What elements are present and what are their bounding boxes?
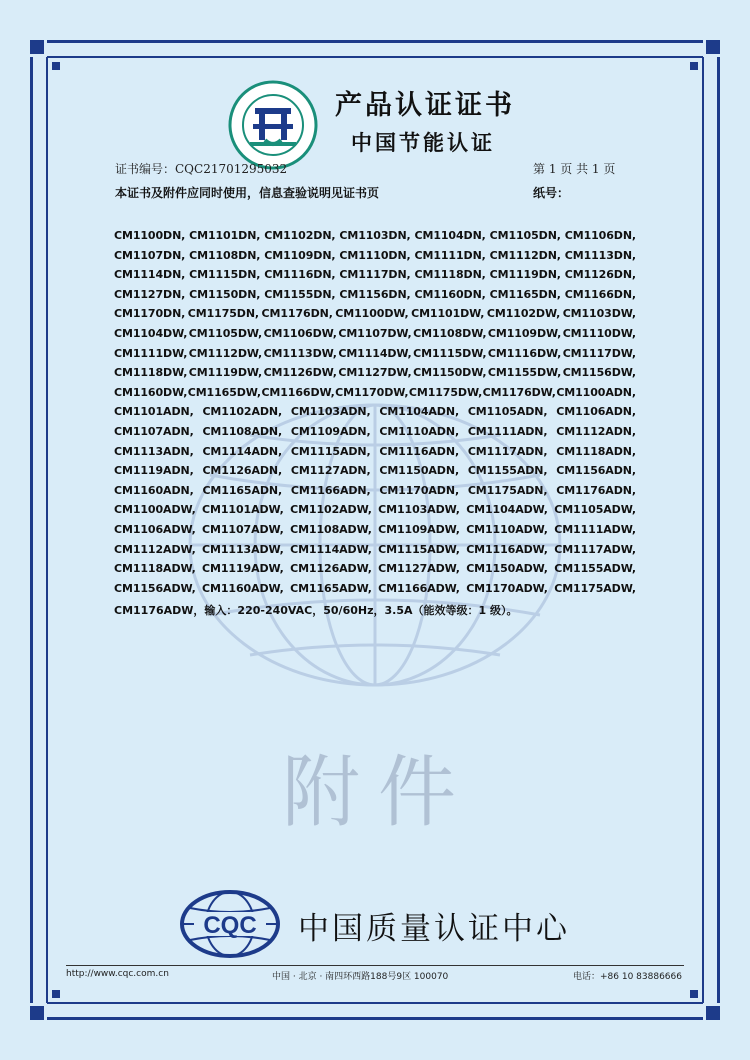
model-code: CM1116ADW, <box>466 542 548 556</box>
model-row <box>114 543 636 563</box>
model-code: CM1110ADN, <box>379 424 460 438</box>
certificate-subtitle: 中国节能认证 <box>351 131 495 155</box>
model-list <box>114 229 636 601</box>
model-code: CM1116DN, <box>264 268 336 282</box>
model-code: CM1108ADN, <box>202 424 283 438</box>
model-code: CM1117DN, <box>339 268 411 282</box>
model-code: CM1127DW, <box>338 366 412 380</box>
certificate-number: 证书编号：CQC21701295032 <box>115 162 288 176</box>
model-code: CM1166DN, <box>564 287 636 301</box>
model-code: CM1170ADN, <box>379 483 460 497</box>
model-code: CM1103ADW, <box>378 503 460 517</box>
model-code: CM1118ADN, <box>556 444 636 458</box>
model-code: CM1102ADN, <box>202 405 283 419</box>
model-row <box>114 268 636 288</box>
model-code: CM1160DN, <box>414 287 486 301</box>
model-code: CM1156ADN, <box>556 464 636 478</box>
model-code: CM1104DN, <box>414 229 486 242</box>
model-code: CM1156DW, <box>562 366 636 380</box>
model-code: CM1155DN, <box>264 287 336 301</box>
model-code: CM1117DW, <box>562 346 636 360</box>
energy-conservation-logo-icon <box>228 80 318 170</box>
corner-dot-br <box>690 990 698 998</box>
model-code: CM1166ADN, <box>290 483 371 497</box>
model-code: CM1112DW, <box>188 346 263 360</box>
model-code: CM1175ADN, <box>467 483 548 497</box>
model-code: CM1106DN, <box>564 229 636 242</box>
model-code: CM1118ADW, <box>114 562 196 576</box>
model-code: CM1165DN, <box>489 287 561 301</box>
model-code: CM1113ADW, <box>202 542 284 556</box>
model-code: CM1112ADN, <box>556 424 636 438</box>
model-code: CM1127ADN, <box>290 464 371 478</box>
model-code: CM1117ADW, <box>554 542 636 556</box>
model-row <box>114 445 636 465</box>
model-code: CM1101DW, <box>411 307 485 321</box>
model-code: CM1102DW, <box>486 307 561 321</box>
model-row <box>114 249 636 269</box>
model-row <box>114 562 636 582</box>
corner-square-bl <box>30 1006 44 1020</box>
model-code: CM1106DW, <box>263 326 337 340</box>
model-code: CM1113DN, <box>564 248 636 262</box>
cqc-logo-icon <box>180 890 280 958</box>
model-row <box>114 386 636 406</box>
model-code: CM1150ADN, <box>379 464 460 478</box>
model-code: CM1105ADW, <box>554 503 636 517</box>
model-code: CM1109ADW, <box>378 522 460 536</box>
model-code: CM1102DN, <box>264 229 336 242</box>
footer-website[interactable]: http://www.cqc.com.cn <box>66 969 169 979</box>
corner-dot-tr <box>690 62 698 70</box>
model-code: CM1114DW, <box>338 346 412 360</box>
model-code: CM1155ADW, <box>554 562 636 576</box>
model-code: CM1126ADW, <box>290 562 372 576</box>
model-code: CM1114DN, <box>114 268 186 282</box>
model-code: CM1111ADW, <box>554 522 636 536</box>
model-code: CM1170DN, <box>114 307 186 321</box>
model-code: CM1106ADW, <box>114 522 196 536</box>
model-code: CM1103DW, <box>562 307 636 321</box>
model-code: CM1112DN, <box>489 248 561 262</box>
model-row <box>114 347 636 367</box>
page-count: 第 1 页 共 1 页 <box>533 162 616 176</box>
model-code: CM1100ADW, <box>114 503 196 517</box>
organization-name: 中国质量认证中心 <box>298 911 570 947</box>
model-code: CM1114ADN, <box>202 444 283 458</box>
model-code: CM1117ADN, <box>467 444 548 458</box>
model-code: CM1115DN, <box>189 268 261 282</box>
model-code: CM1115DW, <box>413 346 487 360</box>
model-code: CM1107DW, <box>338 326 412 340</box>
model-code: CM1101DN, <box>189 229 261 242</box>
corner-square-br <box>706 1006 720 1020</box>
paper-number: 纸号： <box>533 186 570 200</box>
model-code: CM1126ADN, <box>202 464 283 478</box>
model-code: CM1127ADW, <box>378 562 460 576</box>
model-code: CM1104ADW, <box>466 503 548 517</box>
model-code: CM1155DW, <box>487 366 562 380</box>
model-code: CM1105DN, <box>489 229 561 242</box>
attachment-watermark: 附件 <box>282 748 475 838</box>
model-row <box>114 523 636 543</box>
model-code: CM1160ADW, <box>202 581 284 595</box>
model-code: CM1115ADN, <box>290 444 371 458</box>
model-code: CM1150DN, <box>189 287 261 301</box>
model-code: CM1170ADW, <box>466 581 548 595</box>
footer-phone: 电话：+86 10 83886666 <box>573 972 682 982</box>
model-code: CM1166DW, <box>261 385 335 399</box>
model-code: CM1118DW, <box>114 366 188 380</box>
footer-address: 中国 · 北京 · 南四环西路188号9区 100070 <box>272 972 449 982</box>
model-code: CM1109DN, <box>264 248 336 262</box>
model-code: CM1109ADN, <box>290 424 371 438</box>
model-row <box>114 582 636 602</box>
model-code: CM1111DN, <box>414 248 486 262</box>
model-code: CM1113ADN, <box>114 444 194 458</box>
model-code: CM1175ADW, <box>554 581 636 595</box>
model-code: CM1165ADN, <box>202 483 283 497</box>
model-code: CM1160ADN, <box>114 483 194 497</box>
corner-dot-tl <box>52 62 60 70</box>
model-code: CM1176DN, <box>261 307 333 321</box>
model-code: CM1108DN, <box>189 248 261 262</box>
corner-square-tr <box>706 40 720 54</box>
model-code: CM1104DW, <box>114 326 188 340</box>
model-code: CM1100DW, <box>335 307 409 321</box>
usage-note: 本证书及附件应同时使用，信息查验说明见证书页 <box>115 186 380 200</box>
model-code: CM1112ADW, <box>114 542 196 556</box>
model-code: CM1110DN, <box>339 248 411 262</box>
model-code: CM1102ADW, <box>290 503 372 517</box>
model-list-final-line: CM1176ADW，输入：220-240VAC，50/60Hz，3.5A（能效等级：1 级）。 <box>114 604 518 617</box>
model-code: CM1119ADW, <box>202 562 284 576</box>
model-row <box>114 425 636 445</box>
model-row <box>114 288 636 308</box>
model-row <box>114 307 636 327</box>
model-code: CM1150DW, <box>413 366 487 380</box>
model-code: CM1175DN, <box>187 307 260 321</box>
model-code: CM1107DN, <box>114 248 186 262</box>
model-code: CM1111ADN, <box>467 424 548 438</box>
model-code: CM1118DN, <box>414 268 486 282</box>
model-code: CM1110DW, <box>562 326 636 340</box>
model-code: CM1119DW, <box>188 366 263 380</box>
model-code: CM1165DW, <box>187 385 261 399</box>
model-row <box>114 229 636 249</box>
model-code: CM1107ADN, <box>114 424 194 438</box>
model-code: CM1113DW, <box>263 346 337 360</box>
model-code: CM1166ADW, <box>378 581 460 595</box>
model-code: CM1111DW, <box>114 346 188 360</box>
corner-square-tl <box>30 40 44 54</box>
model-code: CM1114ADW, <box>290 542 372 556</box>
model-code: CM1103DN, <box>339 229 411 242</box>
model-row <box>114 464 636 484</box>
model-code: CM1108DW, <box>413 326 487 340</box>
model-code: CM1106ADN, <box>556 405 636 419</box>
model-code: CM1105DW, <box>188 326 263 340</box>
model-code: CM1176ADN, <box>556 483 636 497</box>
model-code: CM1109DW, <box>487 326 562 340</box>
model-row <box>114 327 636 347</box>
model-code: CM1156ADW, <box>114 581 196 595</box>
certificate-title: 产品认证证书 <box>335 90 515 121</box>
model-code: CM1107ADW, <box>202 522 284 536</box>
model-code: CM1165ADW, <box>290 581 372 595</box>
model-code: CM1101ADN, <box>114 405 194 419</box>
model-row <box>114 484 636 504</box>
model-row <box>114 366 636 386</box>
model-code: CM1103ADN, <box>290 405 371 419</box>
model-code: CM1126DN, <box>564 268 636 282</box>
model-code: CM1119DN, <box>489 268 561 282</box>
model-code: CM1101ADW, <box>202 503 284 517</box>
model-code: CM1156DN, <box>339 287 411 301</box>
model-code: CM1150ADW, <box>466 562 548 576</box>
model-code: CM1115ADW, <box>378 542 460 556</box>
model-code: CM1176DW, <box>482 385 556 399</box>
model-code: CM1104ADN, <box>379 405 460 419</box>
model-code: CM1110ADW, <box>466 522 548 536</box>
model-code: CM1160DW, <box>114 385 188 399</box>
model-code: CM1170DW, <box>335 385 409 399</box>
model-row <box>114 405 636 425</box>
model-code: CM1126DW, <box>263 366 337 380</box>
model-row <box>114 503 636 523</box>
model-code: CM1100DN, <box>114 229 186 242</box>
model-code: CM1127DN, <box>114 287 186 301</box>
model-code: CM1100ADN, <box>556 385 636 399</box>
model-code: CM1155ADN, <box>467 464 548 478</box>
model-code: CM1175DW, <box>408 385 483 399</box>
corner-dot-bl <box>52 990 60 998</box>
model-code: CM1119ADN, <box>114 464 194 478</box>
model-code: CM1116DW, <box>487 346 562 360</box>
model-code: CM1116ADN, <box>379 444 460 458</box>
cqc-logo-text: CQC <box>203 912 257 939</box>
model-code: CM1105ADN, <box>467 405 548 419</box>
footer-divider <box>66 965 684 966</box>
model-code: CM1108ADW, <box>290 522 372 536</box>
